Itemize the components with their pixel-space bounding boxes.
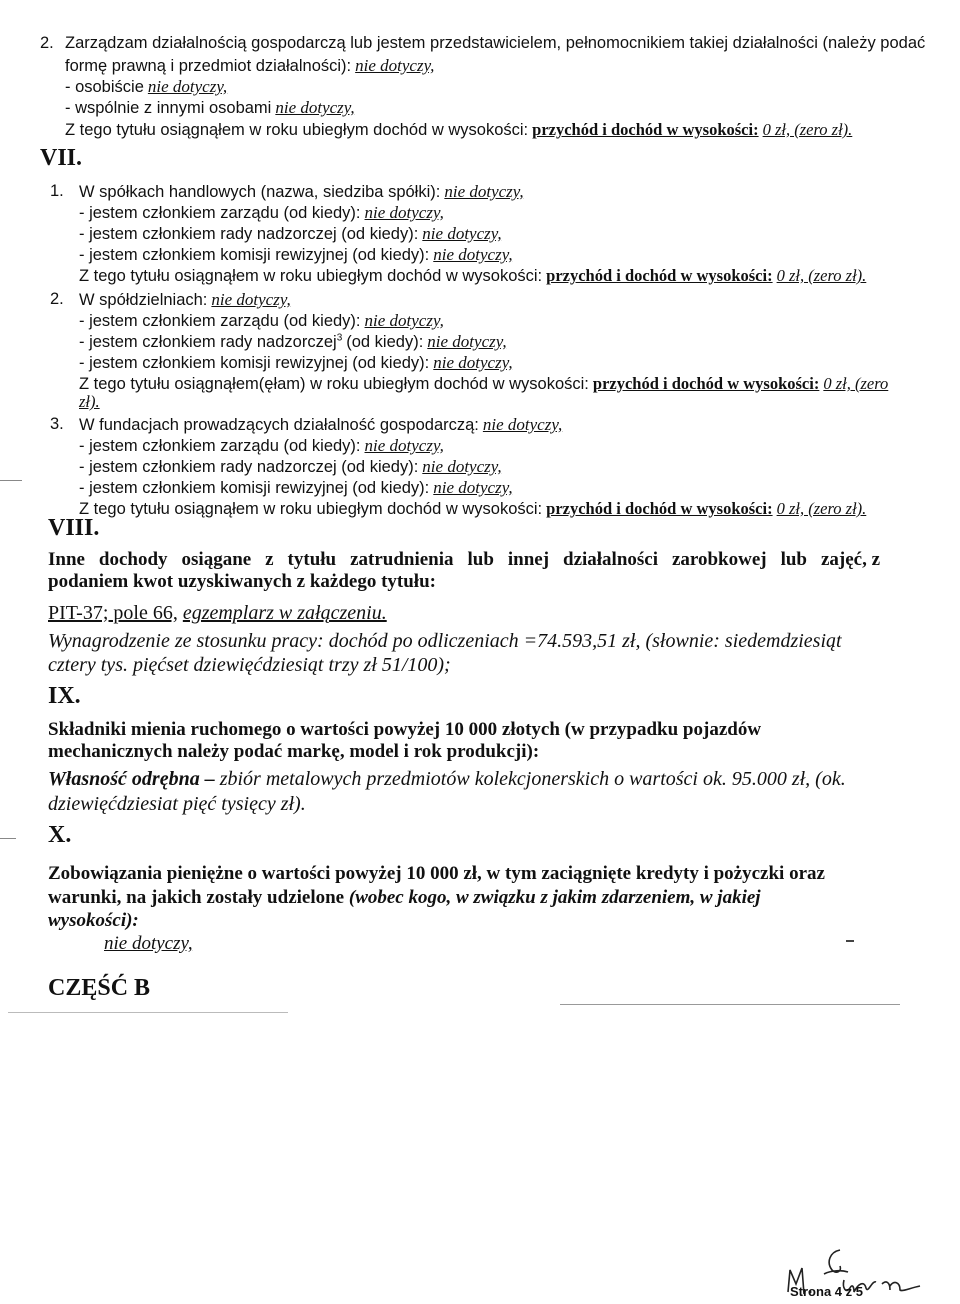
section-2-line4-value: nie dotyczy, xyxy=(275,98,355,117)
footnote-marker: 3 xyxy=(336,332,343,344)
vii-3-line2: - jestem członkiem zarządu (od kiedy): nie dotyczy, xyxy=(79,436,444,455)
vii-1-income: Z tego tytułu osiągnąłem w roku ubiegłym dochód w wysokości: przychód i dochód w wysokości: 0 zł, (zero zł). xyxy=(79,266,867,285)
page-number: Strona 4 z 5 xyxy=(790,1284,863,1299)
x-description-line2: warunki, na jakich zostały udzielone (wobec kogo, w związku z jakim zdarzeniem, w jakiej xyxy=(48,887,761,908)
vii-1-line4: - jestem członkiem komisji rewizyjnej (od kiedy): nie dotyczy, xyxy=(79,245,513,264)
vii-2-line4: - jestem członkiem komisji rewizyjnej (od kiedy): nie dotyczy, xyxy=(79,353,513,372)
vii-2-number: 2. xyxy=(50,290,64,308)
section-2-line4: - wspólnie z innymi osobami nie dotyczy, xyxy=(65,98,355,117)
section-2-line1: Zarządzam działalnością gospodarczą lub jestem przedstawicielem, pełnomocnikiem takiej działalności (należy podać xyxy=(65,34,926,52)
section-viii-heading: VIII. xyxy=(48,515,100,541)
section-2-line3: - osobiście nie dotyczy, xyxy=(65,77,228,96)
scan-artifact-mark xyxy=(0,480,22,481)
vii-3-number: 3. xyxy=(50,415,64,433)
vii-2-line2: - jestem członkiem zarządu (od kiedy): nie dotyczy, xyxy=(79,311,444,330)
scan-artifact-mark xyxy=(846,940,854,942)
scan-artifact-line xyxy=(8,1012,288,1013)
ix-description-line2: mechanicznych należy podać markę, model i rok produkcji): xyxy=(48,741,540,762)
ix-description-line1: Składniki mienia ruchomego o wartości powyżej 10 000 złotych (w przypadku pojazdów xyxy=(48,719,762,740)
ix-value-line2: dziewięćdziesiat pięć tysięcy zł). xyxy=(48,793,306,815)
vii-1-line1: W spółkach handlowych (nazwa, siedziba spółki): nie dotyczy, xyxy=(79,182,524,201)
viii-salary-line2: cztery tys. pięćset dziewięćdziesiąt trzy zł 51/100); xyxy=(48,654,451,676)
vii-3-line4: - jestem członkiem komisji rewizyjnej (od kiedy): nie dotyczy, xyxy=(79,478,513,497)
viii-description-line1: Inne dochody osiągane z tytułu zatrudnienia lub innej działalności zarobkowej lub zajęć, z xyxy=(48,549,880,570)
section-2-line2-value: nie dotyczy, xyxy=(355,56,435,75)
section-2-income: Z tego tytułu osiągnąłem w roku ubiegłym dochód w wysokości: przychód i dochód w wysokości: 0 zł, (zero zł). xyxy=(65,120,853,139)
scan-artifact-mark xyxy=(0,838,16,839)
part-b-heading: CZĘŚĆ B xyxy=(48,975,151,1001)
section-vii-heading: VII. xyxy=(40,145,83,171)
vii-3-line3: - jestem członkiem rady nadzorczej (od kiedy): nie dotyczy, xyxy=(79,457,502,476)
vii-1-line3: - jestem członkiem rady nadzorczej (od kiedy): nie dotyczy, xyxy=(79,224,502,243)
vii-2-income: Z tego tytułu osiągnąłem(ęłam) w roku ubiegłym dochód w wysokości: przychód i dochód w wysokości: 0 zł, (zero xyxy=(79,374,889,393)
section-2-number: 2. xyxy=(40,34,54,52)
viii-salary-line1: Wynagrodzenie ze stosunku pracy: dochód po odliczeniach =74.593,51 zł, (słownie: siedemdziesiąt xyxy=(48,630,842,652)
ix-value-line1: Własność odrębna – zbiór metalowych przedmiotów kolekcjonerskich o wartości ok. 95.000 zł, (ok. xyxy=(48,768,846,790)
section-2-line3-value: nie dotyczy, xyxy=(147,77,228,96)
viii-pit-reference: PIT-37; pole 66, egzemplarz w załączeniu. xyxy=(48,602,387,624)
vii-2-income-cont: zł). xyxy=(79,392,100,411)
vii-1-number: 1. xyxy=(50,182,64,200)
section-x-heading: X. xyxy=(48,822,72,848)
scan-artifact-line xyxy=(560,1004,900,1005)
vii-3-income: Z tego tytułu osiągnąłem w roku ubiegłym dochód w wysokości: przychód i dochód w wysokości: 0 zł, (zero zł). xyxy=(79,499,867,518)
x-value: nie dotyczy, xyxy=(104,933,193,954)
vii-3-line1: W fundacjach prowadzących działalność gospodarczą: nie dotyczy, xyxy=(79,415,563,434)
x-description-line3: wysokości): xyxy=(48,910,139,931)
vii-2-line3: - jestem członkiem rady nadzorczej$^3$ (od kiedy): nie dotyczy, xyxy=(79,332,507,351)
section-ix-heading: IX. xyxy=(48,683,81,709)
vii-1-line2: - jestem członkiem zarządu (od kiedy): nie dotyczy, xyxy=(79,203,444,222)
viii-description-line2: podaniem kwot uzyskiwanych z każdego tytułu: xyxy=(48,571,436,592)
vii-2-line1: W spółdzielniach: nie dotyczy, xyxy=(79,290,291,309)
x-description-line1: Zobowiązania pieniężne o wartości powyżej 10 000 zł, w tym zaciągnięte kredyty i pożyczki oraz xyxy=(48,863,825,884)
section-2-line2: formę prawną i przedmiot działalności): nie dotyczy, xyxy=(65,56,435,75)
